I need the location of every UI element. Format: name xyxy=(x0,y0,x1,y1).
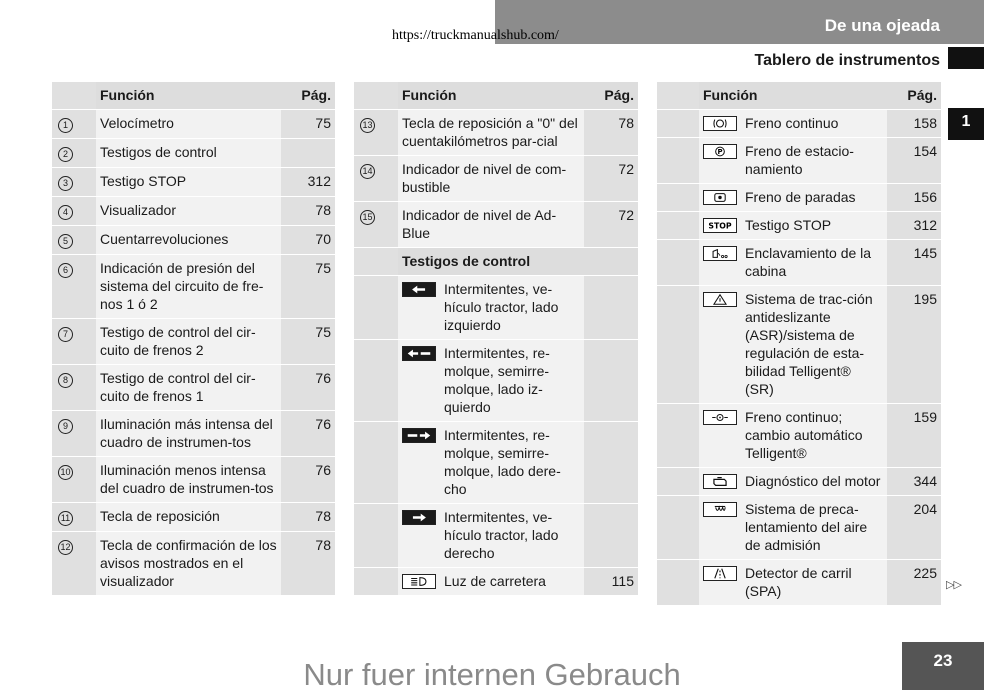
page-cell[interactable] xyxy=(584,504,638,568)
page-cell[interactable] xyxy=(584,276,638,340)
function-with-icon xyxy=(703,114,883,132)
function-cell xyxy=(398,504,584,568)
item-number-badge: 8 xyxy=(58,373,73,388)
stop-brake-icon xyxy=(703,190,737,205)
stop-icon xyxy=(703,218,737,233)
function-with-icon xyxy=(703,188,883,206)
page-cell[interactable]: 75 xyxy=(281,110,335,139)
function-cell xyxy=(699,212,887,240)
header-function: Función xyxy=(699,82,887,110)
page-cell[interactable]: 78 xyxy=(281,197,335,226)
function-text: Freno continuo xyxy=(745,115,839,131)
function-cell xyxy=(398,340,584,422)
function-cell: Indicador de nivel de Ad-Blue xyxy=(398,202,584,248)
empty-cell xyxy=(657,212,699,240)
empty-cell xyxy=(657,496,699,560)
table-header xyxy=(52,82,335,110)
function-with-icon xyxy=(402,280,580,334)
table-row xyxy=(354,568,638,596)
table-row xyxy=(52,168,335,197)
page-cell[interactable]: 78 xyxy=(281,503,335,532)
function-cell xyxy=(699,286,887,404)
header-page: Pág. xyxy=(281,82,335,110)
function-cell: Testigo de control del cir-cuito de frenos 2 xyxy=(96,319,281,365)
page-cell[interactable]: 195 xyxy=(887,286,941,404)
table-row xyxy=(52,411,335,457)
page-cell[interactable]: 70 xyxy=(281,226,335,255)
empty-cell xyxy=(354,504,398,568)
function-with-icon xyxy=(703,244,883,280)
item-number xyxy=(52,255,96,319)
function-cell: Cuentarrevoluciones xyxy=(96,226,281,255)
function-with-icon xyxy=(703,142,883,178)
empty-cell xyxy=(657,138,699,184)
item-number-badge: 15 xyxy=(360,210,375,225)
function-cell xyxy=(699,184,887,212)
function-cell: Indicador de nivel de com-bustible xyxy=(398,156,584,202)
page-cell[interactable]: 78 xyxy=(584,110,638,156)
table-row xyxy=(52,110,335,139)
function-with-icon xyxy=(703,216,883,234)
function-cell xyxy=(398,276,584,340)
page-cell[interactable]: 75 xyxy=(281,255,335,319)
page-cell[interactable] xyxy=(281,139,335,168)
function-text: Sistema de trac-ción antideslizante (ASR)/sistema de regulación de esta-bilidad Telligent® (SR) xyxy=(745,291,873,397)
item-number-badge: 3 xyxy=(58,176,73,191)
page-cell[interactable]: 344 xyxy=(887,468,941,496)
item-number-badge: 4 xyxy=(58,205,73,220)
empty-cell xyxy=(657,404,699,468)
table-row xyxy=(354,110,638,156)
empty-cell xyxy=(657,286,699,404)
item-number-badge: 2 xyxy=(58,147,73,162)
function-text: Intermitentes, re-molque, semirre-molque, lado dere-cho xyxy=(444,427,561,497)
table-row xyxy=(657,212,941,240)
empty-cell xyxy=(354,568,398,596)
item-number xyxy=(52,226,96,255)
function-cell: Velocímetro xyxy=(96,110,281,139)
table-row xyxy=(657,560,941,606)
function-text: Intermitentes, ve-hículo tractor, lado derecho xyxy=(444,509,559,561)
parking-brake-icon xyxy=(703,144,737,159)
table-row xyxy=(657,496,941,560)
item-number xyxy=(52,110,96,139)
group-title: Testigos de control xyxy=(398,248,584,276)
table-header xyxy=(354,82,638,110)
item-number xyxy=(354,202,398,248)
item-number xyxy=(354,110,398,156)
group-header-row xyxy=(354,248,638,276)
empty-cell xyxy=(354,276,398,340)
empty-cell xyxy=(354,422,398,504)
table-row xyxy=(52,255,335,319)
function-cell: Testigo de control del cir-cuito de frenos 1 xyxy=(96,365,281,411)
table-row xyxy=(657,468,941,496)
empty-cell xyxy=(584,248,638,276)
item-number-badge: 14 xyxy=(360,164,375,179)
item-number-badge: 10 xyxy=(58,465,73,480)
item-number xyxy=(52,168,96,197)
function-cell: Visualizador xyxy=(96,197,281,226)
page-cell[interactable]: 72 xyxy=(584,156,638,202)
item-number-badge: 12 xyxy=(58,540,73,555)
function-cell xyxy=(699,240,887,286)
page-cell[interactable]: 72 xyxy=(584,202,638,248)
table-row xyxy=(354,202,638,248)
item-number-badge: 7 xyxy=(58,327,73,342)
table-row xyxy=(52,319,335,365)
svg-text:STOP: STOP xyxy=(708,221,732,231)
function-cell xyxy=(699,496,887,560)
function-with-icon xyxy=(703,564,883,600)
item-number xyxy=(52,457,96,503)
page-cell[interactable]: 159 xyxy=(887,404,941,468)
table-row xyxy=(52,197,335,226)
page-cell[interactable]: 204 xyxy=(887,496,941,560)
item-number xyxy=(52,365,96,411)
function-with-icon xyxy=(703,290,883,398)
continue-arrows-icon: ▷▷ xyxy=(946,579,961,591)
item-number xyxy=(52,532,96,596)
header-num xyxy=(657,82,699,110)
empty-cell xyxy=(657,468,699,496)
section-title: De una ojeada xyxy=(824,16,940,35)
item-number xyxy=(52,411,96,457)
item-number-badge: 9 xyxy=(58,419,73,434)
subsection-title: Tablero de instrumentos xyxy=(754,52,940,69)
lane-detector-icon xyxy=(703,566,737,581)
function-with-icon xyxy=(703,408,883,462)
table-row xyxy=(354,340,638,422)
chapter-tab[interactable]: 1 xyxy=(948,108,984,140)
function-cell: Indicación de presión del sistema del circuito de fre-nos 1 ó 2 xyxy=(96,255,281,319)
function-cell: Testigos de control xyxy=(96,139,281,168)
function-cell xyxy=(398,568,584,596)
function-text: Testigo STOP xyxy=(745,217,832,233)
item-number xyxy=(52,197,96,226)
function-text: Sistema de preca-lentamiento del aire de admisión xyxy=(745,501,868,553)
function-cell: Iluminación menos intensa del cuadro de instrumen-tos xyxy=(96,457,281,503)
table-row xyxy=(52,365,335,411)
empty-cell xyxy=(657,240,699,286)
function-text: Intermitentes, re-molque, semirre-molque, lado iz-quierdo xyxy=(444,345,550,415)
page-cell[interactable] xyxy=(584,340,638,422)
footer-watermark: Nur fuer internen Gebrauch xyxy=(303,657,681,692)
item-number-badge: 5 xyxy=(58,234,73,249)
header-function: Función xyxy=(398,82,584,110)
header-num xyxy=(52,82,96,110)
page-cell[interactable]: 225 xyxy=(887,560,941,606)
item-number-badge: 13 xyxy=(360,118,375,133)
side-marker xyxy=(948,47,984,69)
table-row xyxy=(657,138,941,184)
table-row xyxy=(354,156,638,202)
function-cell xyxy=(699,560,887,606)
page-cell[interactable]: 156 xyxy=(887,184,941,212)
header-num xyxy=(354,82,398,110)
item-number-badge: 1 xyxy=(58,118,73,133)
item-number xyxy=(354,156,398,202)
source-url[interactable]: https://truckmanualshub.com/ xyxy=(392,28,559,43)
function-text: Freno continuo; cambio automático Telligent® xyxy=(745,409,863,461)
cab-lock-icon xyxy=(703,246,737,261)
function-text: Freno de estacio-namiento xyxy=(745,143,854,177)
empty-cell xyxy=(354,340,398,422)
page-cell[interactable]: 158 xyxy=(887,110,941,138)
function-cell: Iluminación más intensa del cuadro de instrumen-tos xyxy=(96,411,281,457)
page-cell[interactable]: 76 xyxy=(281,457,335,503)
header-function: Función xyxy=(96,82,281,110)
table-row xyxy=(354,276,638,340)
function-cell: Tecla de confirmación de los avisos mostrados en el visualizador xyxy=(96,532,281,596)
function-text: Enclavamiento de la cabina xyxy=(745,245,872,279)
table-row xyxy=(657,240,941,286)
table-header xyxy=(657,82,941,110)
page-cell[interactable] xyxy=(584,422,638,504)
function-text: Luz de carretera xyxy=(444,573,546,589)
item-number-badge: 11 xyxy=(58,511,73,526)
empty-cell xyxy=(354,248,398,276)
function-cell xyxy=(699,138,887,184)
function-with-icon xyxy=(402,572,580,590)
function-table-2 xyxy=(354,82,638,596)
function-with-icon xyxy=(703,500,883,554)
item-number xyxy=(52,139,96,168)
function-cell: Tecla de reposición xyxy=(96,503,281,532)
table-row xyxy=(354,422,638,504)
table-row xyxy=(52,532,335,596)
empty-cell xyxy=(657,110,699,138)
function-with-icon xyxy=(402,344,580,416)
empty-cell xyxy=(657,560,699,606)
turn-right-tractor-icon xyxy=(402,510,436,525)
table-row xyxy=(354,504,638,568)
turn-left-trailer-icon xyxy=(402,346,436,361)
function-text: Freno de paradas xyxy=(745,189,856,205)
page-cell[interactable]: 115 xyxy=(584,568,638,596)
high-beam-icon xyxy=(402,574,436,589)
turn-right-trailer-icon xyxy=(402,428,436,443)
engine-diagnosis-icon xyxy=(703,474,737,489)
item-number xyxy=(52,319,96,365)
svg-text:P: P xyxy=(717,148,723,157)
warning-triangle-icon xyxy=(703,292,737,307)
page-cell[interactable]: 145 xyxy=(887,240,941,286)
function-with-icon xyxy=(703,472,883,490)
page-cell[interactable]: 78 xyxy=(281,532,335,596)
header-page: Pág. xyxy=(887,82,941,110)
continuous-brake-icon xyxy=(703,116,737,131)
function-text: Diagnóstico del motor xyxy=(745,473,881,489)
function-cell xyxy=(699,110,887,138)
function-with-icon xyxy=(402,426,580,498)
page-cell[interactable]: 312 xyxy=(887,212,941,240)
function-cell: Tecla de reposición a "0" del cuentakilómetros par-cial xyxy=(398,110,584,156)
table-row xyxy=(657,184,941,212)
function-table-1 xyxy=(52,82,335,596)
page-cell[interactable]: 312 xyxy=(281,168,335,197)
turn-left-tractor-icon xyxy=(402,282,436,297)
function-text: Intermitentes, ve-hículo tractor, lado izquierdo xyxy=(444,281,559,333)
item-number xyxy=(52,503,96,532)
table-row xyxy=(657,404,941,468)
page-cell[interactable]: 76 xyxy=(281,365,335,411)
page-cell[interactable]: 75 xyxy=(281,319,335,365)
table-row xyxy=(52,226,335,255)
page-number: 23 xyxy=(902,642,984,690)
function-text: Detector de carril (SPA) xyxy=(745,565,852,599)
header-page: Pág. xyxy=(584,82,638,110)
function-cell xyxy=(699,468,887,496)
table-row xyxy=(657,286,941,404)
page-cell[interactable]: 154 xyxy=(887,138,941,184)
function-cell xyxy=(699,404,887,468)
function-with-icon xyxy=(402,508,580,562)
function-cell xyxy=(398,422,584,504)
table-row xyxy=(52,139,335,168)
function-cell: Testigo STOP xyxy=(96,168,281,197)
item-number-badge: 6 xyxy=(58,263,73,278)
table-row xyxy=(52,503,335,532)
preheat-icon xyxy=(703,502,737,517)
table-row xyxy=(657,110,941,138)
table-row xyxy=(52,457,335,503)
empty-cell xyxy=(657,184,699,212)
continuous-brake-auto-icon xyxy=(703,410,737,425)
page-cell[interactable]: 76 xyxy=(281,411,335,457)
function-table-3 xyxy=(657,82,941,606)
